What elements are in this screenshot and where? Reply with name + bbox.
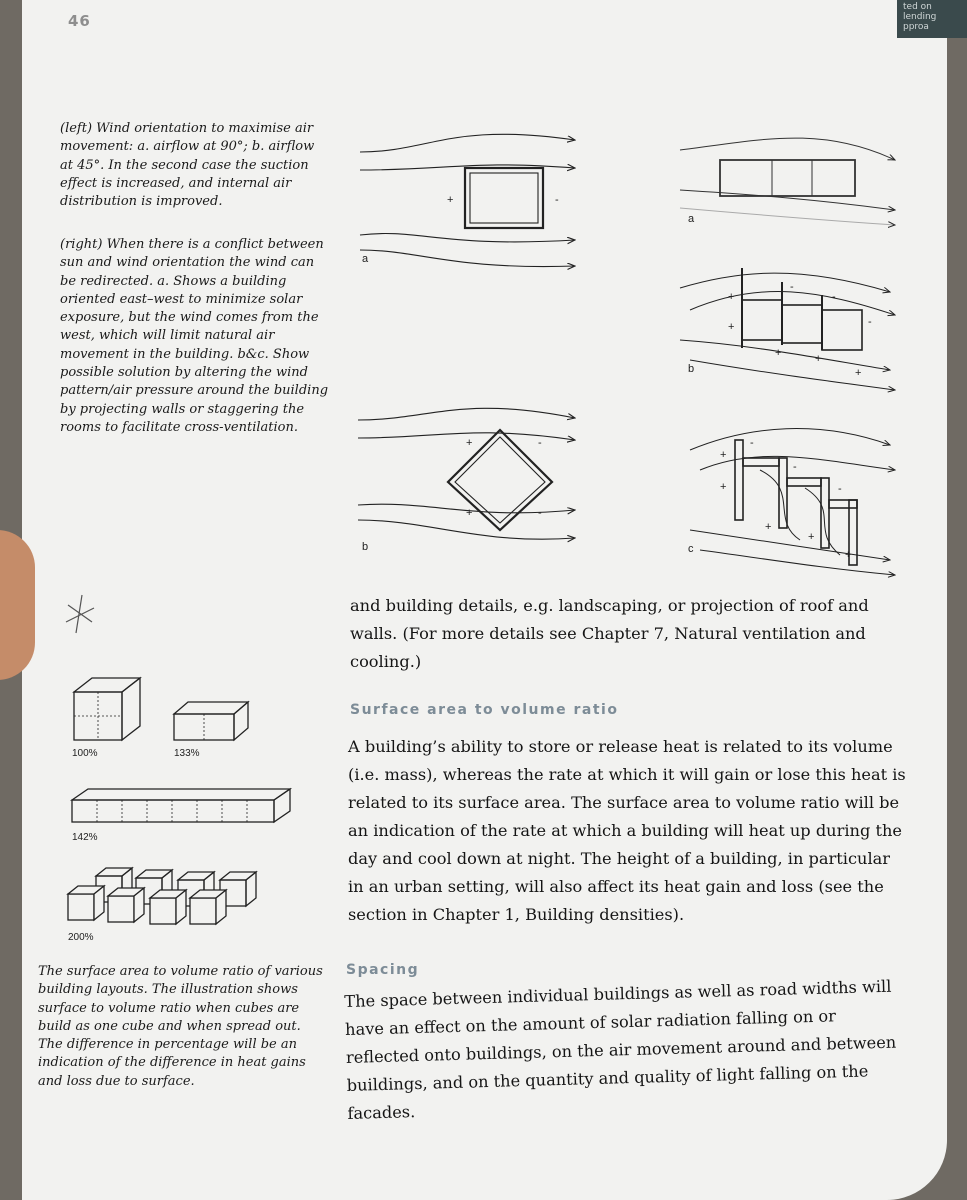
minus-sign: - <box>750 437 754 449</box>
building-square <box>465 168 543 228</box>
long-bar <box>72 789 290 822</box>
section-heading-spacing: Spacing <box>346 962 420 978</box>
body-surface-paragraph: A building’s ability to store or release heat is related to its volume (i.e. mass), whereas the rate at which it will gain or lose this heat is related to its surface area. The surface area to volume ratio will be an indication of the rate at which a building will heat up during the day and cool down at night. The height of a building, in particular in an urban setting, will also affect its heat gain and loss (see the section in Chapter 1, Building densities). <box>348 737 906 924</box>
pct-label: 200% <box>68 932 94 943</box>
label-a-left: a <box>362 253 369 265</box>
caption-surface-ratio: The surface area to volume ratio of various building layouts. The illustration shows surface to volume ratio when cubes are build as one cube and when spread out. The difference in percentage will be an indication of the difference in heat gains and loss due to surface. <box>38 964 323 1089</box>
label-b-right: b <box>688 363 695 375</box>
body-continuation: and building details, e.g. landscaping, or projection of roof and walls. (For more details see Chapter 7, Natural ventilation and cooling.) <box>350 596 869 671</box>
minus-sign: - <box>790 281 794 293</box>
minus-sign: - <box>832 291 836 303</box>
plus-sign: + <box>765 521 772 533</box>
minus-sign: - <box>538 507 542 519</box>
pencil-asterisk-mark <box>66 595 94 633</box>
pct-label: 133% <box>174 748 200 759</box>
plus-sign: + <box>728 321 735 333</box>
split-block <box>174 702 248 740</box>
body-spacing-paragraph: The space between individual buildings as well as road widths will have an effect on the amount of solar radiation falling on or reflected onto buildings, on the air movement around and between buildings, and on the quantity and quality of light falling on the facades. <box>344 976 897 1123</box>
label-c-right: c <box>688 543 694 555</box>
plus-sign: + <box>845 549 852 561</box>
minus-sign: - <box>538 437 542 449</box>
wind-figure-right-a <box>680 138 895 225</box>
minus-sign: - <box>555 194 559 206</box>
adjacent-page-text: ted on lending pproa <box>903 2 937 32</box>
plus-sign: + <box>466 507 473 519</box>
cube-figure <box>68 678 290 924</box>
minus-sign: - <box>793 461 797 473</box>
plus-sign: + <box>815 353 822 365</box>
plus-sign: + <box>808 531 815 543</box>
plus-sign: + <box>775 347 782 359</box>
minus-sign: - <box>868 316 872 328</box>
wind-figure-right-b <box>680 268 895 390</box>
single-cube <box>74 678 140 740</box>
plus-sign: + <box>728 291 735 303</box>
minus-sign: - <box>838 483 842 495</box>
plus-sign: + <box>466 437 473 449</box>
plus-sign: + <box>720 449 727 461</box>
pct-label: 100% <box>72 748 98 759</box>
building-diamond <box>448 430 552 530</box>
plus-sign: + <box>447 194 454 206</box>
page-number: 46 <box>68 12 91 30</box>
pct-label: 142% <box>72 832 98 843</box>
wind-figure-left-a <box>360 134 575 266</box>
section-heading-surface: Surface area to volume ratio <box>350 702 619 718</box>
separate-cubes <box>68 868 256 924</box>
caption-wind-left: (left) Wind orientation to maximise air movement: a. airflow at 90°; b. airflow at 45°. In the second case the suction effect is increased, and internal air distribution is improved. <box>60 121 315 210</box>
label-b-left: b <box>362 541 369 553</box>
plus-sign: + <box>855 367 862 379</box>
caption-wind-right: (right) When there is a conflict between sun and wind orientation the wind can be redirected. a. Shows a building oriented east–west to minimize solar exposure, but the wind comes from the west, which will limit natural air movement in the building. b&c. Show possible solution by altering the wind pattern/air pressure around the building by projecting walls or staggering the rooms to facilitate cross-ventilation. <box>60 237 329 435</box>
label-a-right: a <box>688 213 695 225</box>
wind-figure-left-b <box>358 408 575 539</box>
plus-sign: + <box>720 481 727 493</box>
